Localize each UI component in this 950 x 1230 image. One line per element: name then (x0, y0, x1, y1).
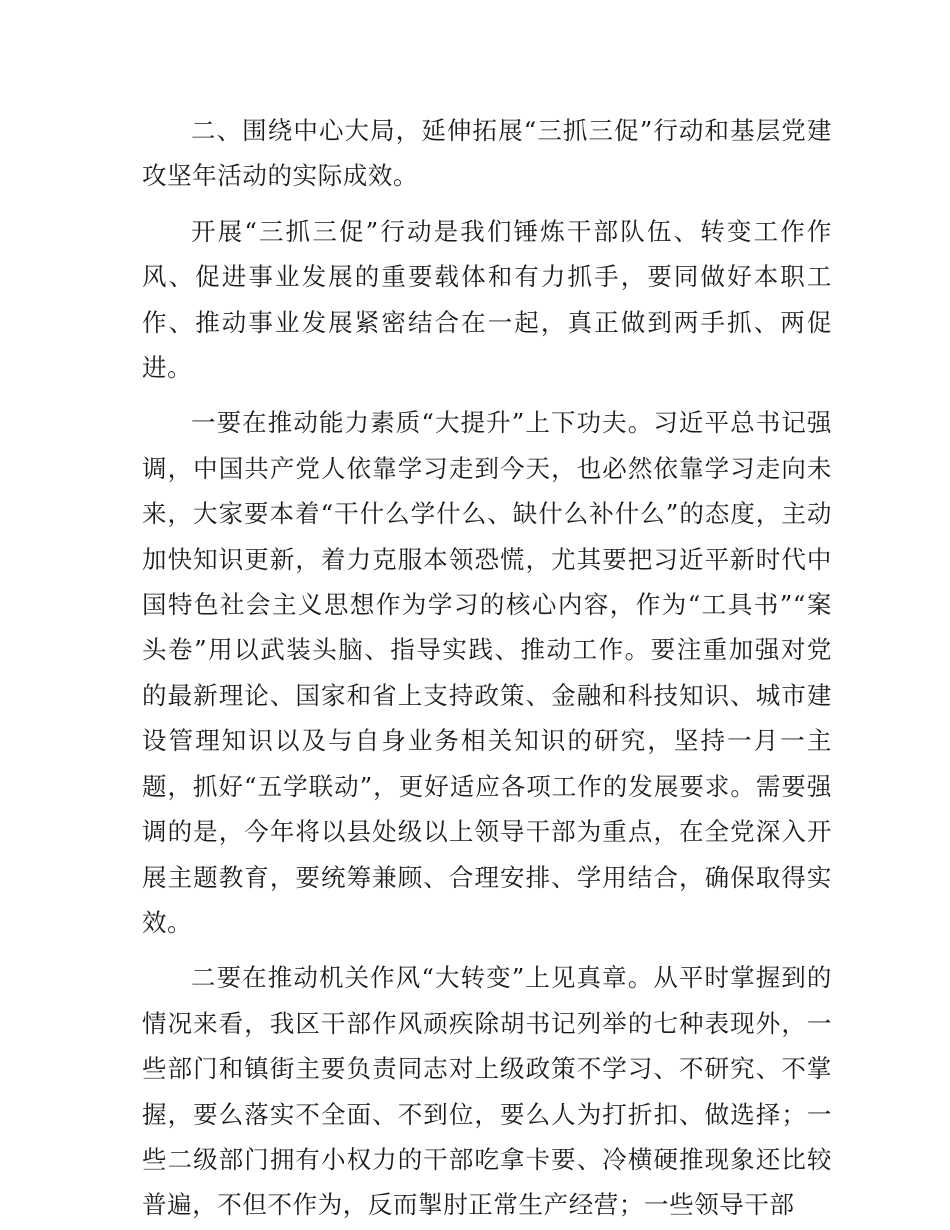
paragraph-point-1: 一要在推动能力素质“大提升”上下功夫。习近平总书记强调，中国共产党人依靠学习走到今天，也必然依靠学习走向未来，大家要本着“干什么学什么、缺什么补什么”的态度，主动加快知识更新，着力克服本领恐慌，尤其要把习近平新时代中国特色社会主义思想作为学习的核心内容，作为“工具书”“案头卷”用以武装头脑、指导实践、推动工作。要注重加强对党的最新理论、国家和省上支持政策、金融和科技知识、城市建设管理知识以及与自身业务相关知识的研究，坚持一月一主题，抓好“五学联动”，更好适应各项工作的发展要求。需要强调的是，今年将以县处级以上领导干部为重点，在全党深入开展主题教育，要统筹兼顾、合理安排、学用结合，确保取得实效。 (142, 408, 832, 937)
paragraph-heading-2: 二、围绕中心大局，延伸拓展“三抓三促”行动和基层党建攻坚年活动的实际成效。 (142, 116, 832, 191)
document-body (142, 108, 832, 1228)
paragraph-intro: 开展“三抓三促”行动是我们锤炼干部队伍、转变工作作风、促进事业发展的重要载体和有力抓手，要同做好本职工作、推动事业发展紧密结合在一起，真正做到两手抓、两促进。 (142, 216, 832, 383)
paragraph-point-2: 二要在推动机关作风“大转变”上见真章。从平时掌握到的情况来看，我区干部作风顽疾除胡书记列举的七种表现外，一些部门和镇街主要负责同志对上级政策不学习、不研究、不掌握，要么落实不全面、不到位，要么人为打折扣、做选择；一些二级部门拥有小权力的干部吃拿卡要、冷横硬推现象还比较普遍，不但不作为，反而掣肘正常生产经营；一些领导干部 (142, 963, 832, 1220)
